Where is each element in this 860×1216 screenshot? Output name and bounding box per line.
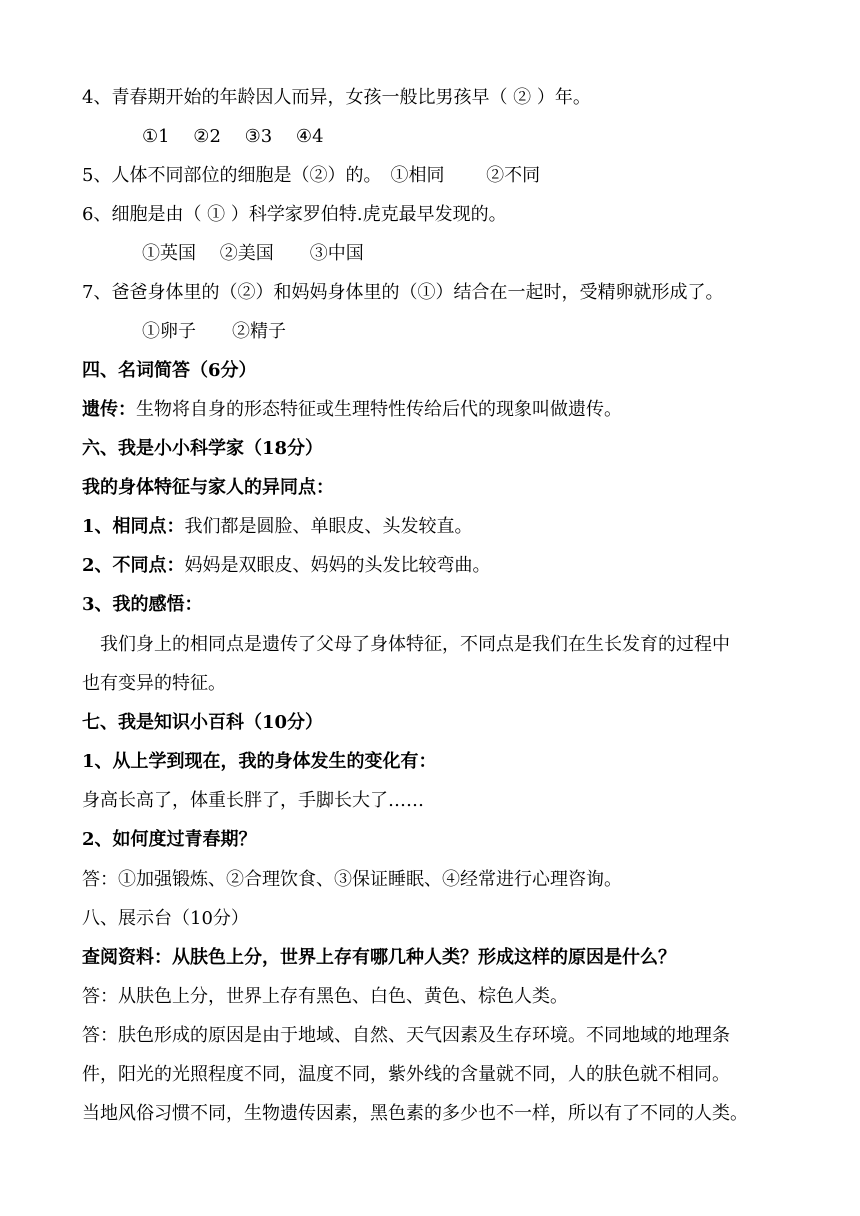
section-7-answer-2: 答：①加强锻炼、②合理饮食、③保证睡眠、④经常进行心理咨询。 (82, 869, 622, 890)
section-8-question: 查阅资料：从肤色上分，世界上存有哪几种人类？形成这样的原因是什么？ (82, 947, 676, 968)
question-4: 4、青春期开始的年龄因人而异，女孩一般比男孩早（ ② ）年。 (82, 87, 591, 108)
question-4-options: ①1 ②2 ③3 ④4 (142, 126, 324, 147)
section-6-item-3-text-b: 也有变异的特征。 (82, 673, 226, 694)
item-label: 1、相同点： (82, 516, 185, 537)
section-6-item-3-label: 3、我的感悟： (82, 594, 203, 615)
item-label: 2、不同点： (82, 555, 185, 576)
section-4-definition (82, 398, 622, 422)
question-7-options: ①卵子 ②精子 (142, 321, 286, 342)
section-6-item-1 (82, 515, 473, 539)
section-7-question-1: 1、从上学到现在，我的身体发生的变化有： (82, 751, 437, 772)
section-8-answer-2-line-2: 件，阳光的光照程度不同，温度不同，紫外线的含量就不同，人的肤色就不相同。 (82, 1064, 730, 1085)
item-text: 妈妈是双眼皮、妈妈的头发比较弯曲。 (184, 555, 491, 576)
question-7: 7、爸爸身体里的（②）和妈妈身体里的（①）结合在一起时，受精卵就形成了。 (82, 282, 724, 303)
section-4-title: 四、名词简答（6分） (82, 360, 257, 381)
section-8-title: 八、展示台（10分） (82, 908, 249, 929)
section-8-answer-2-line-3: 当地风俗习惯不同，生物遗传因素，黑色素的多少也不一样，所以有了不同的人类。 (82, 1103, 748, 1124)
item-text: 我们都是圆脸、单眼皮、头发较直。 (184, 516, 473, 537)
section-8-answer-2-line-1: 答：肤色形成的原因是由于地域、自然、天气因素及生存环境。不同地域的地理条 (82, 1025, 730, 1046)
term-label: 遗传： (82, 399, 136, 420)
term-definition: 生物将自身的形态特征或生理特性传给后代的现象叫做遗传。 (136, 399, 622, 420)
question-6-options: ①英国 ②美国 ③中国 (142, 243, 364, 264)
question-5: 5、人体不同部位的细胞是（②）的。 ①相同 ②不同 (82, 165, 541, 186)
section-7-question-2: 2、如何度过青春期？ (82, 829, 257, 850)
section-6-title: 六、我是小小科学家（18分） (82, 438, 324, 459)
section-6-item-2 (82, 554, 491, 578)
question-6: 6、细胞是由（ ① ）科学家罗伯特.虎克最早发现的。 (82, 204, 507, 225)
section-6-subtitle: 我的身体特征与家人的异同点： (82, 477, 334, 498)
section-7-answer-1: 身高长高了，体重长胖了，手脚长大了…… (82, 790, 424, 811)
section-8-answer-1: 答：从肤色上分，世界上存有黑色、白色、黄色、棕色人类。 (82, 986, 568, 1007)
section-7-title: 七、我是知识小百科（10分） (82, 712, 324, 733)
section-6-item-3-text-a: 我们身上的相同点是遗传了父母了身体特征，不同点是我们在生长发育的过程中 (100, 634, 730, 655)
